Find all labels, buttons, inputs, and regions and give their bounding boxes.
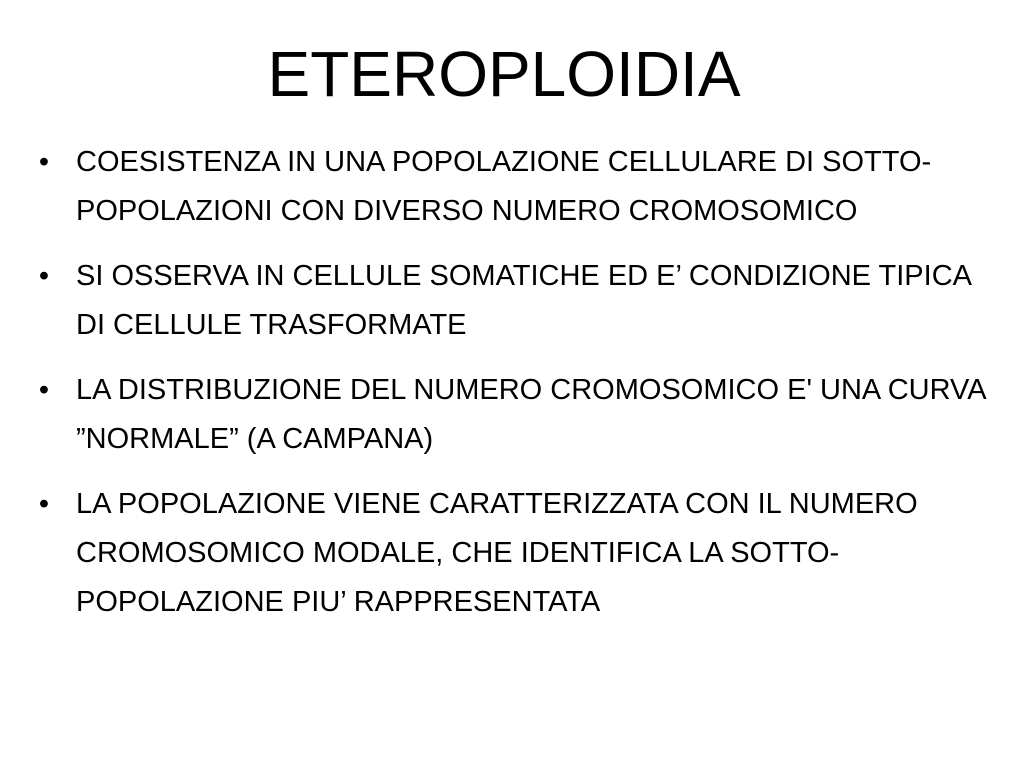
bullet-text: SI OSSERVA IN CELLULE SOMATICHE ED E’ CONDIZIONE TIPICA DI CELLULE TRASFORMATE bbox=[76, 260, 971, 341]
slide-title: ETEROPLOIDIA bbox=[267, 38, 741, 110]
bullet-dot-icon: • bbox=[38, 374, 50, 406]
bullet-dot-icon: • bbox=[38, 260, 50, 292]
bullet-item bbox=[34, 138, 994, 236]
bullet-text: LA POPOLAZIONE VIENE CARATTERIZZATA CON IL NUMERO CROMOSOMICO MODALE, CHE IDENTIFICA LA SOTTO-POPOLAZIONE PIU’ RAPPRESENTATA bbox=[76, 488, 918, 618]
bullet-item bbox=[34, 480, 994, 627]
bullet-dot-icon: • bbox=[38, 488, 50, 520]
bullet-dot-icon: • bbox=[38, 146, 50, 178]
bullet-text: COESISTENZA IN UNA POPOLAZIONE CELLULARE DI SOTTO-POPOLAZIONI CON DIVERSO NUMERO CROMOSOMICO bbox=[76, 146, 932, 227]
bullet-text: LA DISTRIBUZIONE DEL NUMERO CROMOSOMICO E' UNA CURVA ”NORMALE” (A CAMPANA) bbox=[76, 374, 985, 455]
bullet-item bbox=[34, 366, 994, 464]
bullet-list bbox=[34, 138, 994, 643]
bullet-item bbox=[34, 252, 994, 350]
